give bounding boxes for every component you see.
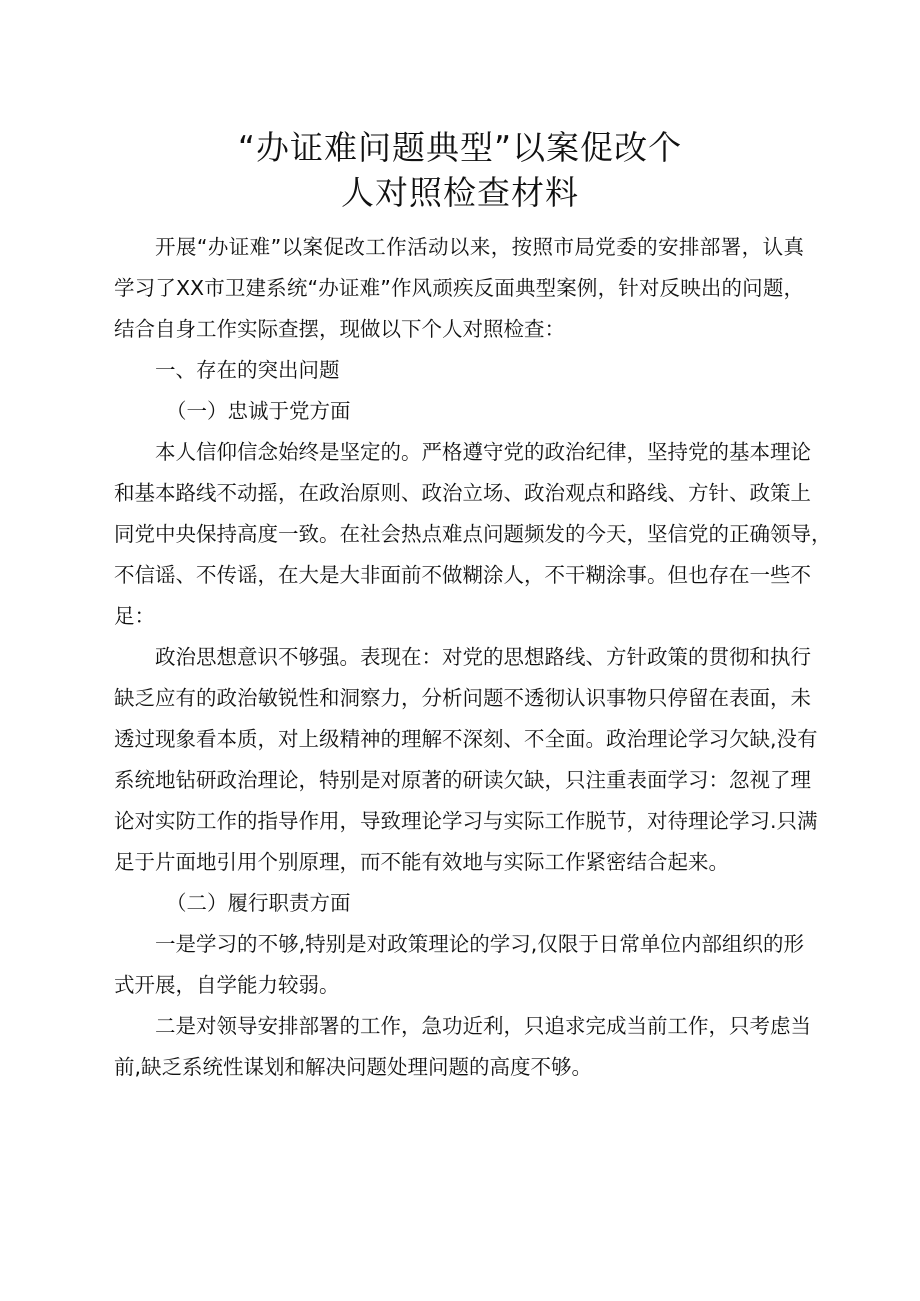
paragraph-line: 透过现象看本质，对上级精神的理解不深刻、不全面。政治理论学习欠缺,没有 [114,727,818,751]
section-heading: 一、存在的突出问题 [155,358,340,382]
paragraph-line: 缺乏应有的政治敏锐性和洞察力，分析问题不透彻认识事物只停留在表面，未 [114,686,811,710]
paragraph-line: 同党中央保持高度一致。在社会热点难点问题频发的今天，坚信党的正确领导， [114,522,832,546]
paragraph-line: 式开展，自学能力较弱。 [114,973,340,997]
paragraph-line: 一是学习的不够,特别是对政策理论的学习,仅限于日常单位内部组织的形 [155,932,804,956]
subsection-heading: （一）忠诚于党方面 [166,399,351,423]
document-body [114,227,832,1088]
document-title-line-1: “办证难问题典型”以案促改个 [237,128,683,167]
document-title-line-2: 人对照检查材料 [341,173,579,212]
paragraph-line: 政治思想意识不够强。表现在：对党的思想路线、方针政策的贯彻和执行 [155,645,811,669]
paragraph-line: 开展“办证难”以案促改工作活动以来，按照市局党委的安排部署，认真 [155,235,804,259]
paragraph-line: 前,缺乏系统性谋划和解决问题处理问题的高度不够。 [114,1055,593,1079]
paragraph-line: 论对实防工作的指导作用，导致理论学习与实际工作脱节，对待理论学习.只满 [114,809,818,833]
paragraph-line: 和基本路线不动摇，在政治原则、政治立场、政治观点和路线、方针、政策上 [114,481,811,505]
paragraph-line: 足于片面地引用个别原理，而不能有效地与实际工作紧密结合起来。 [114,850,729,874]
paragraph-line: 学习了XX市卫建系统“办证难”作风顽疾反面典型案例，针对反映出的问题， [114,276,804,300]
paragraph-line: 不信谣、不传谣，在大是大非面前不做糊涂人，不干糊涂事。但也存在一些不 [114,563,811,587]
paragraph-line: 结合自身工作实际查摆，现做以下个人对照检查： [114,317,565,341]
paragraph-line: 二是对领导安排部署的工作，急功近利，只追求完成当前工作，只考虑当 [155,1014,811,1038]
paragraph-line: 本人信仰信念始终是坚定的。严格遵守党的政治纪律，坚持党的基本理论 [155,440,811,464]
paragraph-line: 系统地钻研政治理论，特别是对原著的研读欠缺，只注重表面学习：忽视了理 [114,768,811,792]
subsection-heading: （二）履行职责方面 [166,891,351,915]
paragraph-line: 足： [114,604,155,628]
